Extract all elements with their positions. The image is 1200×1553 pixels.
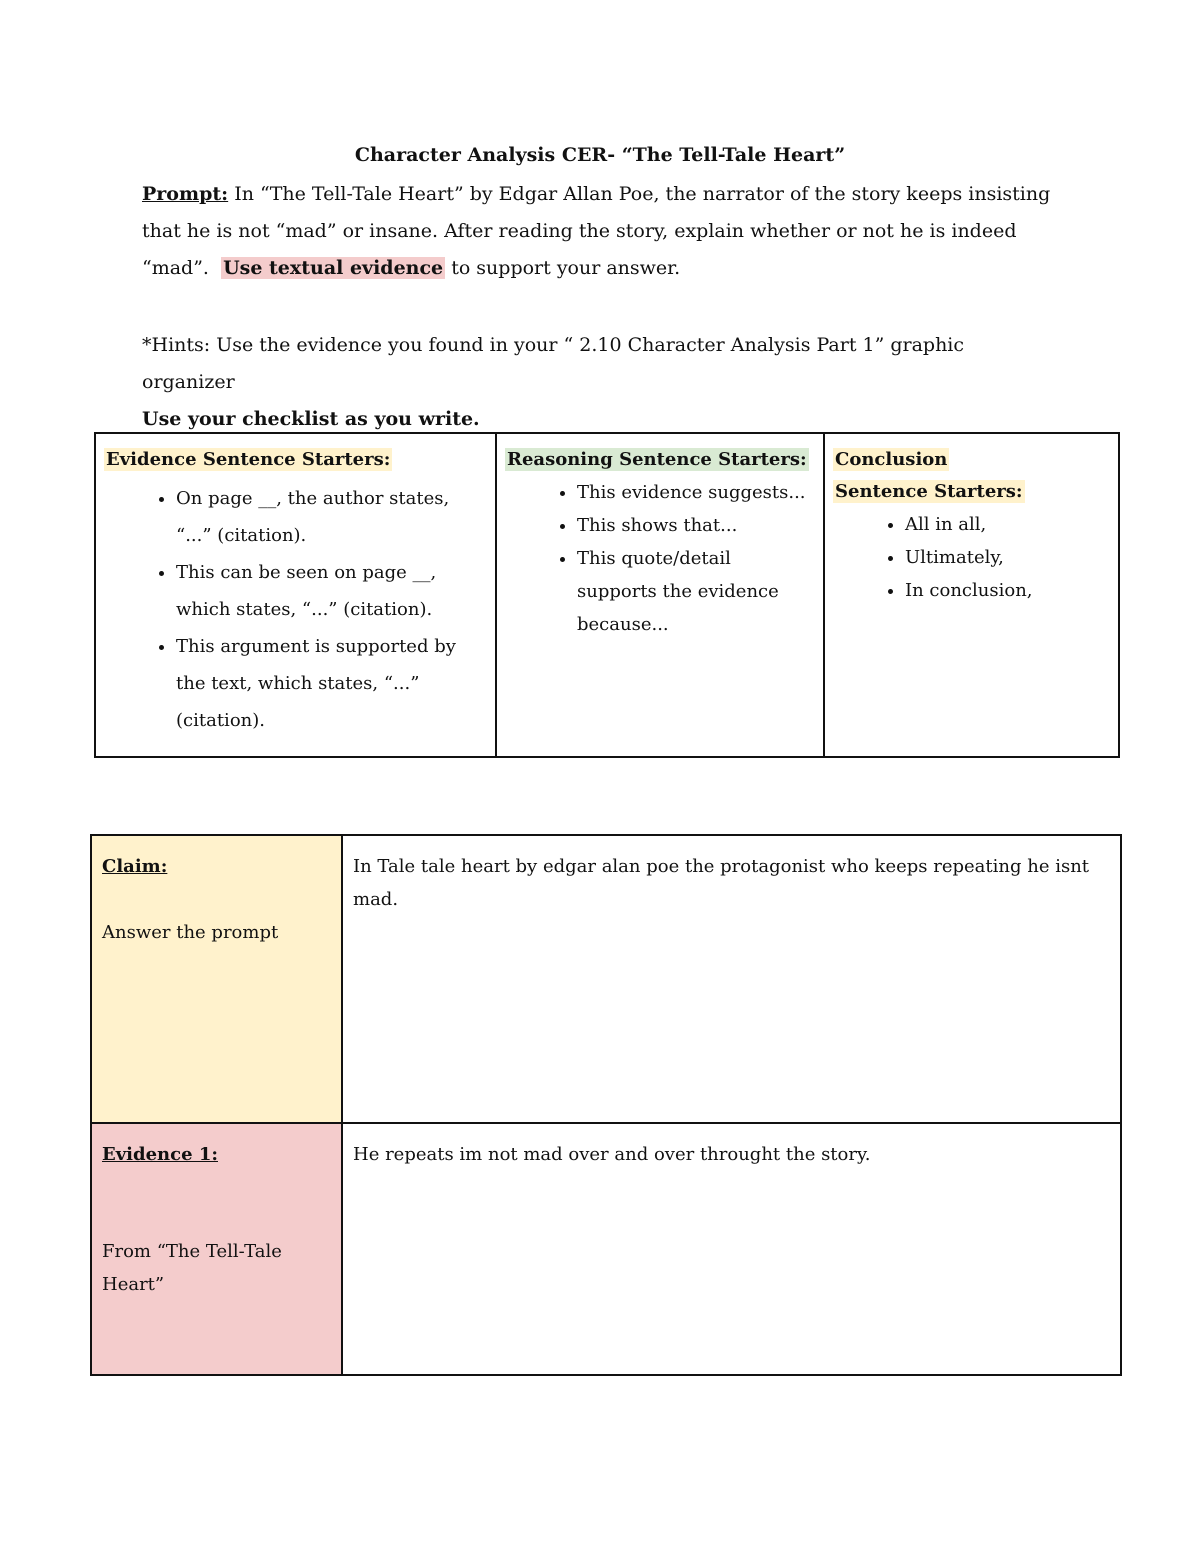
evidence1-label: Evidence 1: — [102, 1144, 218, 1165]
prompt-line-2: that he is not “mad” or insane. After reading the story, explain whether or not he is indeed — [142, 220, 1017, 242]
table-row — [91, 1123, 1121, 1375]
list-item: • This evidence suggests... — [577, 476, 815, 509]
prompt-text-1: In “The Tell-Tale Heart” by Edgar Allan Poe, the narrator of the story keeps insisting — [228, 183, 1051, 205]
list-item: • On page __, the author states, “...” (citation). — [176, 480, 487, 554]
cer-table — [90, 834, 1122, 1376]
list-item: • In conclusion, — [905, 574, 1110, 607]
evidence1-answer[interactable]: He repeats im not mad over and over throught the story. — [353, 1144, 871, 1165]
prompt-text-3a: “mad”. — [142, 257, 222, 279]
evidence1-label-cell — [91, 1123, 342, 1375]
reasoning-starters-heading: Reasoning Sentence Starters: — [507, 449, 807, 470]
document-title: Character Analysis CER- “The Tell-Tale Heart” — [354, 144, 846, 166]
evidence1-sub: From “The Tell-Tale Heart” — [102, 1241, 282, 1295]
list-item: • This can be seen on page __, which states, “...” (citation). — [176, 554, 487, 628]
claim-sub: Answer the prompt — [102, 922, 279, 943]
list-item: • All in all, — [905, 508, 1110, 541]
conclusion-starters-list — [833, 508, 1110, 607]
hints-line-1: *Hints: Use the evidence you found in your “ 2.10 Character Analysis Part 1” graphic organizer — [142, 334, 965, 393]
evidence1-answer-cell[interactable] — [342, 1123, 1121, 1375]
list-item: • This quote/detail supports the evidence because... — [577, 542, 815, 641]
evidence-starters-cell — [95, 433, 496, 757]
claim-label: Claim: — [102, 856, 168, 877]
evidence-starters-list — [104, 480, 487, 739]
prompt-line-3 — [142, 250, 1062, 287]
prompt-text-3b: to support your answer. — [445, 257, 681, 279]
prompt-label: Prompt: — [142, 183, 229, 205]
conclusion-starters-heading: Conclusion Sentence Starters: — [835, 449, 1023, 502]
prompt-line-1 — [142, 176, 1062, 213]
table-row — [91, 835, 1121, 1123]
claim-answer[interactable]: In Tale tale heart by edgar alan poe the protagonist who keeps repeating he isnt mad. — [353, 856, 1090, 910]
list-item: • This shows that... — [577, 509, 815, 542]
conclusion-starters-cell — [824, 433, 1119, 757]
hints-paragraph — [142, 327, 1062, 438]
claim-answer-cell[interactable] — [342, 835, 1121, 1123]
evidence-starters-heading: Evidence Sentence Starters: — [106, 449, 391, 470]
hints-line-2: Use your checklist as you write. — [142, 408, 480, 430]
reasoning-starters-cell — [496, 433, 824, 757]
claim-label-cell — [91, 835, 342, 1123]
reasoning-starters-list — [505, 476, 815, 641]
sentence-starters-table — [94, 432, 1120, 758]
list-item: • Ultimately, — [905, 541, 1110, 574]
list-item: • This argument is supported by the text, which states, “...” (citation). — [176, 628, 487, 739]
textual-evidence-highlight: Use textual evidence — [223, 257, 444, 279]
prompt-paragraph — [142, 176, 1062, 287]
